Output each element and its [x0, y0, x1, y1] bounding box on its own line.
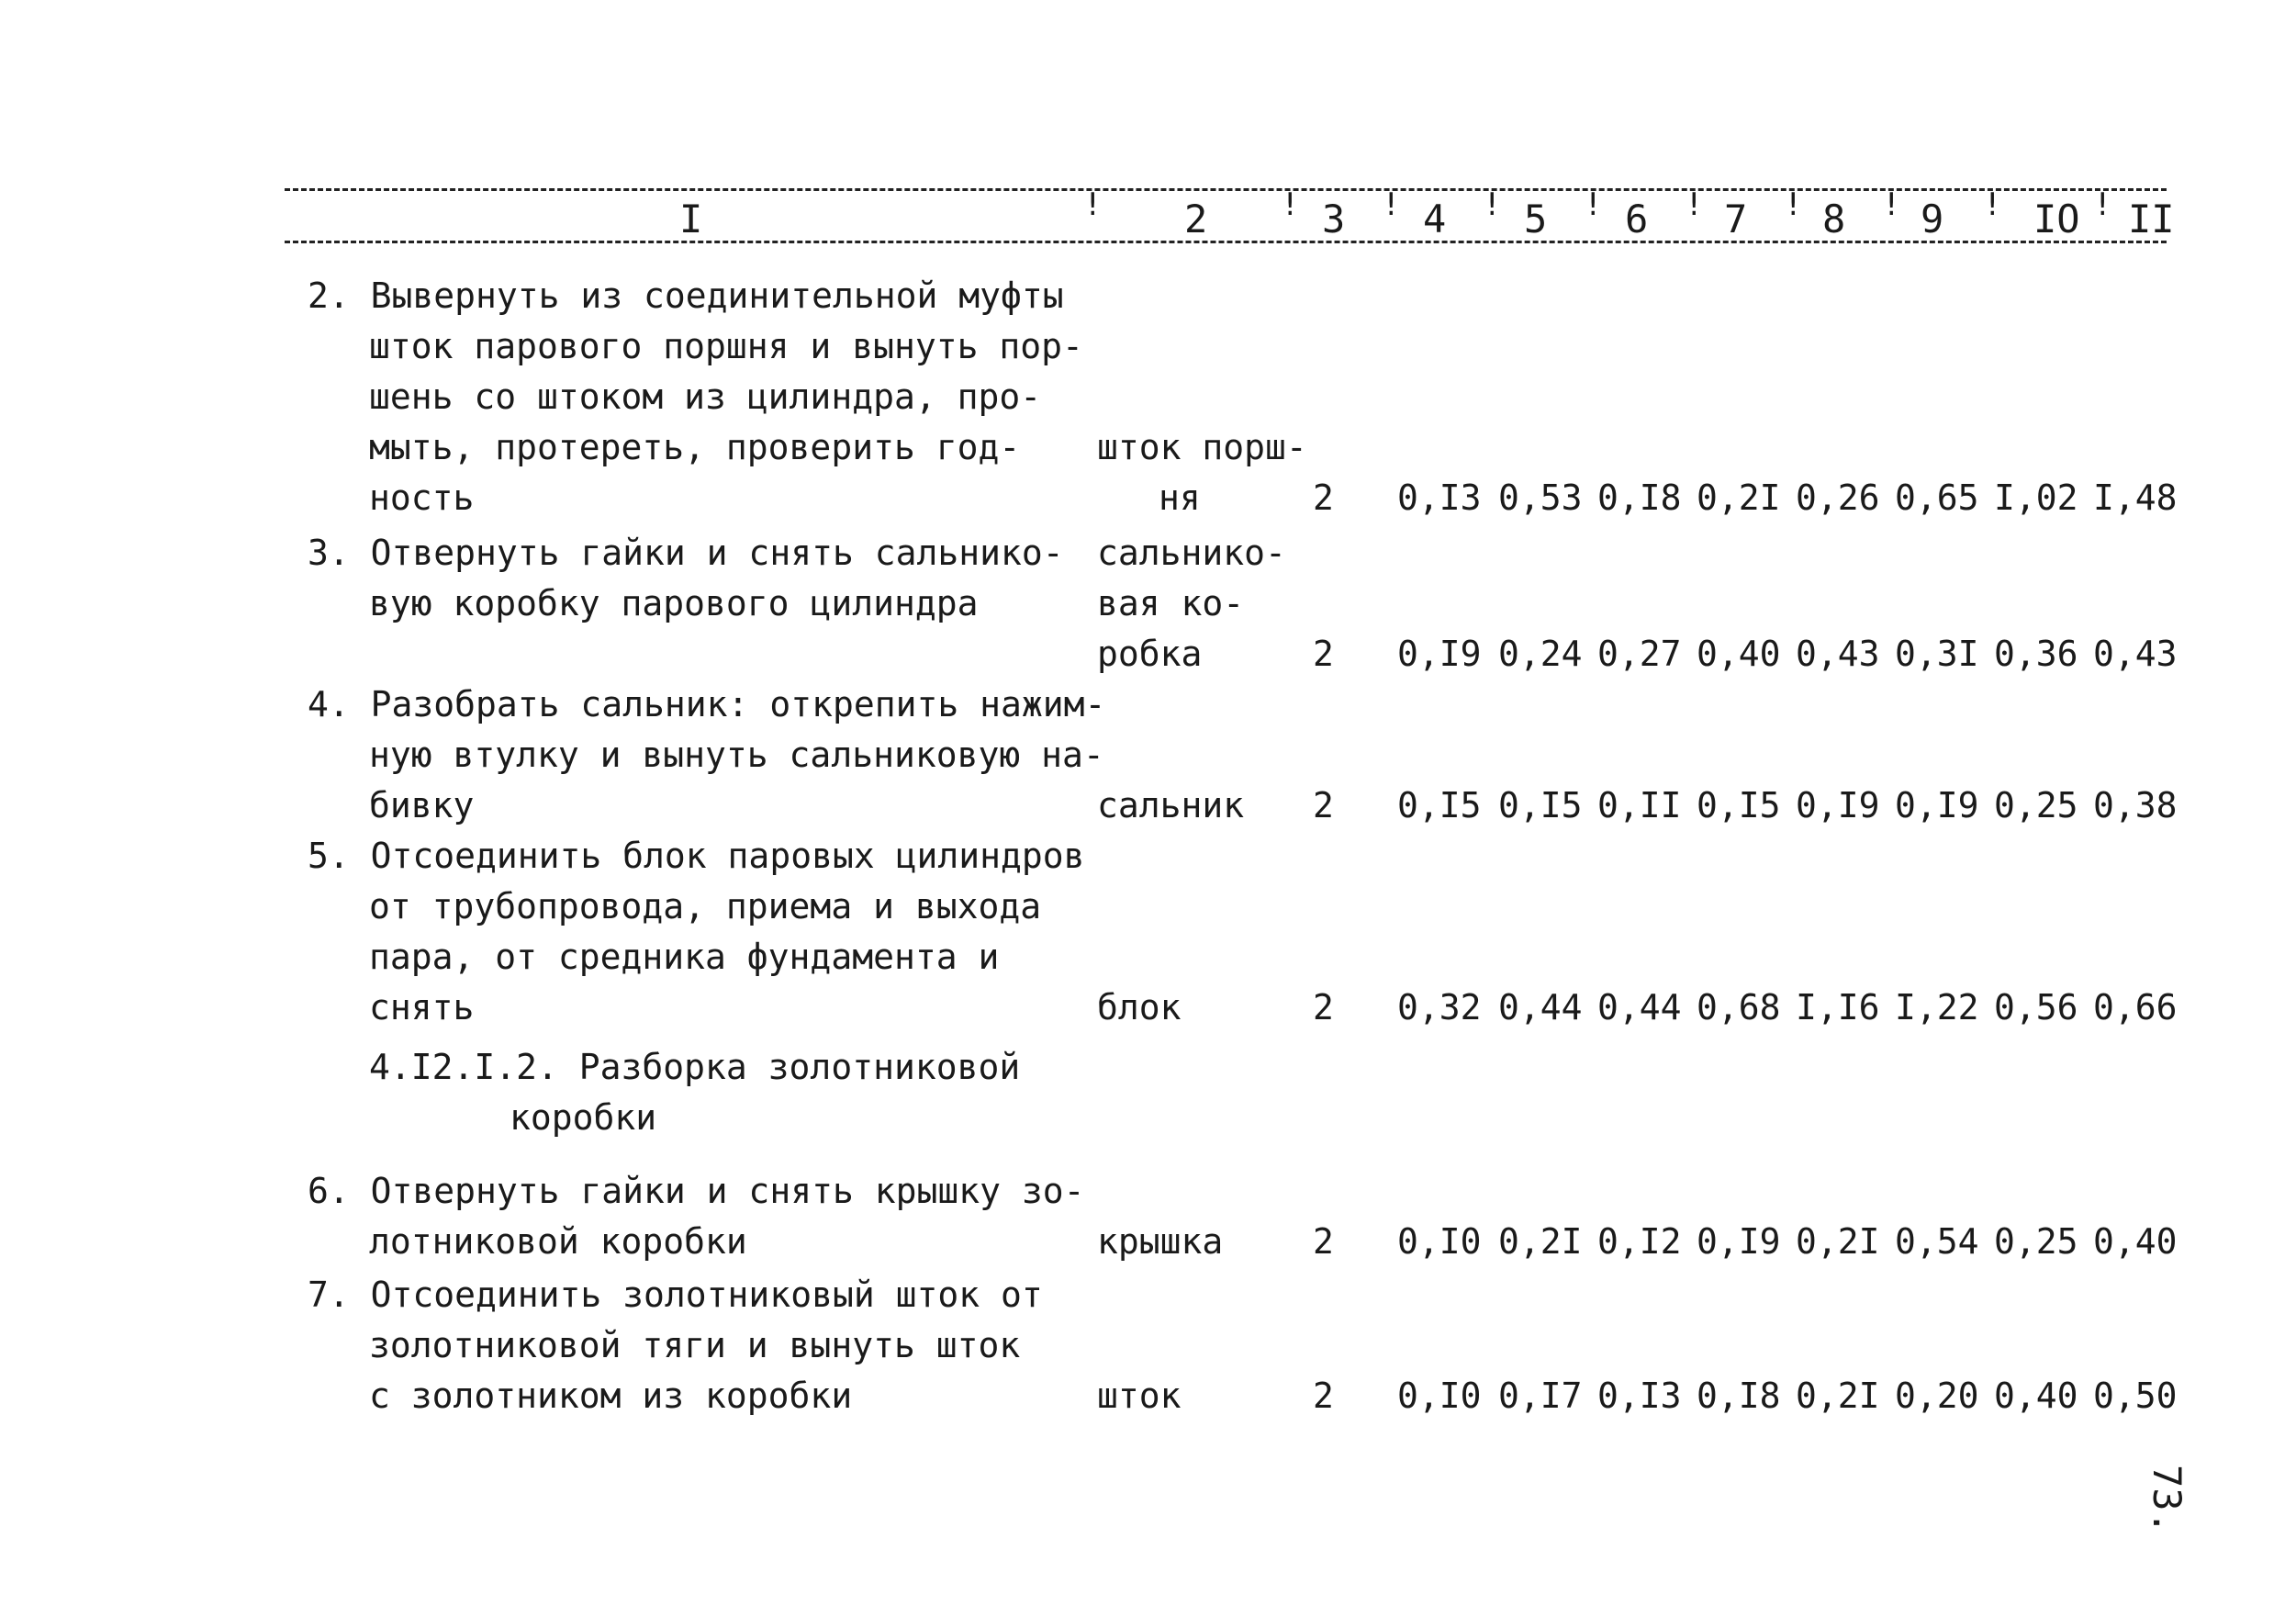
norm-value-col-4: 0,I3 — [1397, 477, 1482, 518]
norm-value-col-6: 0,27 — [1597, 634, 1682, 674]
operation-text: 5. Отсоединить блок паровых цилиндров — [308, 836, 1085, 876]
norm-value-col-8: 0,2I — [1796, 1376, 1880, 1416]
part-name: робка — [1097, 634, 1203, 674]
norm-value-col-10: 0,25 — [1994, 1221, 2078, 1262]
norm-value-col-10: I,02 — [1994, 477, 2078, 518]
norm-value-col-5: 0,2I — [1498, 1221, 1583, 1262]
part-name: шток порш- — [1097, 427, 1307, 467]
part-name: крышка — [1097, 1221, 1224, 1262]
operation-text: шень со штоком из цилиндра, про- — [369, 376, 1042, 417]
operation-text: снять — [369, 987, 475, 1027]
norm-value-col-11: 0,50 — [2093, 1376, 2178, 1416]
header-column-IO: IO — [2033, 197, 2080, 241]
header-separator: ! — [1784, 186, 1803, 223]
part-name: блок — [1097, 987, 1182, 1027]
norm-value-col-6: 0,I2 — [1597, 1221, 1682, 1262]
norm-value-col-8: I,I6 — [1796, 987, 1880, 1027]
norm-value-col-10: 0,25 — [1994, 785, 2078, 825]
page-number: 73. — [2145, 1465, 2190, 1534]
norm-value-col-6: 0,I8 — [1597, 477, 1682, 518]
norm-value-col-11: 0,43 — [2093, 634, 2178, 674]
section-heading: коробки — [510, 1097, 657, 1138]
operation-text: пара, от средника фундамента и — [369, 937, 1000, 977]
operation-text: 6. Отвернуть гайки и снять крышку зо- — [308, 1171, 1085, 1211]
norm-value-col-8: 0,I9 — [1796, 785, 1880, 825]
norm-value-col-9: I,22 — [1895, 987, 1979, 1027]
norm-value-col-9: 0,54 — [1895, 1221, 1979, 1262]
norm-value-col-10: 0,56 — [1994, 987, 2078, 1027]
quantity-value: 2 — [1313, 785, 1334, 825]
operation-text: 3. Отвернуть гайки и снять сальнико- — [308, 533, 1064, 573]
norm-value-col-10: 0,40 — [1994, 1376, 2078, 1416]
header-column-6: 6 — [1625, 197, 1649, 241]
norm-value-col-8: 0,43 — [1796, 634, 1880, 674]
quantity-value: 2 — [1313, 634, 1334, 674]
operation-text: мыть, протереть, проверить год- — [369, 427, 1021, 467]
operation-text: вую коробку парового цилиндра — [369, 583, 979, 623]
header-separator: ! — [1983, 186, 2002, 223]
part-name: ня — [1159, 477, 1201, 518]
part-name: сальник — [1097, 785, 1245, 825]
operation-text: золотниковой тяги и вынуть шток — [369, 1325, 1021, 1365]
part-name: вая ко- — [1097, 583, 1245, 623]
part-name: сальнико- — [1097, 533, 1286, 573]
header-separator: ! — [1382, 186, 1401, 223]
norm-value-col-11: 0,66 — [2093, 987, 2178, 1027]
header-column-9: 9 — [1921, 197, 1944, 241]
norm-value-col-9: 0,65 — [1895, 477, 1979, 518]
header-column-7: 7 — [1724, 197, 1748, 241]
norm-value-col-7: 0,I8 — [1697, 1376, 1781, 1416]
norm-value-col-5: 0,44 — [1498, 987, 1583, 1027]
operation-text: шток парового поршня и вынуть пор- — [369, 326, 1083, 366]
part-name: шток — [1097, 1376, 1182, 1416]
norm-value-col-10: 0,36 — [1994, 634, 2078, 674]
operation-text: с золотником из коробки — [369, 1376, 853, 1416]
norm-value-col-4: 0,32 — [1397, 987, 1482, 1027]
norm-value-col-4: 0,I5 — [1397, 785, 1482, 825]
header-column-2: 2 — [1184, 197, 1208, 241]
operation-text: бивку — [369, 785, 475, 825]
norm-value-col-5: 0,I5 — [1498, 785, 1583, 825]
norm-value-col-9: 0,20 — [1895, 1376, 1979, 1416]
norm-value-col-6: 0,II — [1597, 785, 1682, 825]
operation-text: ность — [369, 477, 475, 518]
header-separator: ! — [1083, 186, 1103, 223]
header-separator: ! — [1281, 186, 1300, 223]
header-bottom-rule — [285, 241, 2167, 243]
quantity-value: 2 — [1313, 477, 1334, 518]
operation-text: 2. Вывернуть из соединительной муфты — [308, 275, 1064, 316]
header-separator: ! — [2093, 186, 2112, 223]
operation-text: 7. Отсоединить золотниковый шток от — [308, 1275, 1043, 1315]
norm-value-col-4: 0,I9 — [1397, 634, 1482, 674]
norm-value-col-7: 0,I9 — [1697, 1221, 1781, 1262]
norm-value-col-4: 0,I0 — [1397, 1376, 1482, 1416]
norm-value-col-9: 0,3I — [1895, 634, 1979, 674]
norm-value-col-8: 0,26 — [1796, 477, 1880, 518]
quantity-value: 2 — [1313, 1376, 1334, 1416]
norm-value-col-5: 0,53 — [1498, 477, 1583, 518]
norm-value-col-11: 0,40 — [2093, 1221, 2178, 1262]
quantity-value: 2 — [1313, 987, 1334, 1027]
norm-value-col-7: 0,68 — [1697, 987, 1781, 1027]
header-column-5: 5 — [1524, 197, 1548, 241]
norm-value-col-11: 0,38 — [2093, 785, 2178, 825]
operation-text: 4. Разобрать сальник: открепить нажим- — [308, 684, 1106, 724]
header-column-4: 4 — [1423, 197, 1447, 241]
norm-value-col-6: 0,I3 — [1597, 1376, 1682, 1416]
section-heading: 4.I2.I.2. Разборка золотниковой — [369, 1047, 1021, 1087]
norm-value-col-4: 0,I0 — [1397, 1221, 1482, 1262]
norm-value-col-6: 0,44 — [1597, 987, 1682, 1027]
header-column-II: II — [2128, 197, 2175, 241]
operation-text: от трубопровода, приема и выхода — [369, 886, 1042, 926]
header-separator: ! — [1483, 186, 1502, 223]
norm-value-col-5: 0,I7 — [1498, 1376, 1583, 1416]
header-separator: ! — [1584, 186, 1603, 223]
header-separator: ! — [1882, 186, 1901, 223]
norm-value-col-5: 0,24 — [1498, 634, 1583, 674]
operation-text: ную втулку и вынуть сальниковую на- — [369, 735, 1104, 775]
norm-value-col-9: 0,I9 — [1895, 785, 1979, 825]
norm-value-col-8: 0,2I — [1796, 1221, 1880, 1262]
operation-text: лотниковой коробки — [369, 1221, 747, 1262]
header-column-I: I — [679, 197, 703, 241]
norm-value-col-7: 0,40 — [1697, 634, 1781, 674]
quantity-value: 2 — [1313, 1221, 1334, 1262]
header-column-3: 3 — [1322, 197, 1346, 241]
norm-value-col-11: I,48 — [2093, 477, 2178, 518]
header-column-8: 8 — [1822, 197, 1846, 241]
norm-value-col-7: 0,I5 — [1697, 785, 1781, 825]
header-separator: ! — [1685, 186, 1704, 223]
norm-value-col-7: 0,2I — [1697, 477, 1781, 518]
